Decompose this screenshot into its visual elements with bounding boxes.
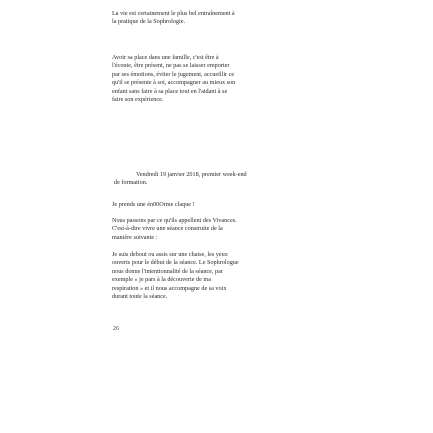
text-line: qu'il se présente à soi, accompagner au mieux son — [112, 79, 236, 87]
text-line: durant toute la séance. — [112, 293, 168, 301]
text-line: exemple « je pars à la découverte de ma — [112, 276, 211, 284]
text-line: enfant sans faire à sa place tout en l'aidant à se — [112, 87, 228, 95]
text-line: manière suivante : — [112, 233, 158, 241]
text-line: Je suis debout ou assis sur une chaise, les yeux — [112, 251, 228, 258]
text-line: Nous passons par ce qu'ils appellent des Vivances. — [112, 217, 237, 224]
text-line: de formation. — [114, 179, 148, 187]
text-line: Avoir sa place dans une famille, c'est être à — [112, 54, 219, 61]
claque-paragraph — [112, 201, 342, 209]
date-paragraph — [114, 171, 344, 188]
text-line: par ses émotions, éviter le jugement, accueillir ce — [112, 70, 235, 78]
intro-paragraph — [112, 10, 342, 27]
text-line: La vie est certainement le plus bel entraînement à — [112, 10, 235, 17]
text-line: la pratique de la Sophrologie. — [112, 18, 186, 26]
page-number: 26 — [113, 325, 120, 332]
text-line: ouverts pour le début de la séance. Le Sophrologue — [112, 259, 239, 267]
text-line: respiration » et il nous accompagne de sa voix — [112, 284, 227, 292]
text-line: nous donne l'intentionnalité de la séance, par — [112, 267, 223, 275]
text-line: Je prends une én00Orme claque ! — [112, 201, 195, 208]
date-line: Vendredi 19 janvier 2018, premier week-end — [136, 171, 247, 178]
vivances-paragraph — [112, 217, 342, 242]
text-line: C'est-à-dire vivre une séance construite de la — [112, 225, 223, 233]
family-paragraph — [112, 54, 342, 104]
text-line: l'écoute, être présent, ne pas se laisser emporter — [112, 62, 230, 70]
session-paragraph — [112, 251, 342, 301]
text-line: faire son expérience. — [112, 96, 164, 104]
